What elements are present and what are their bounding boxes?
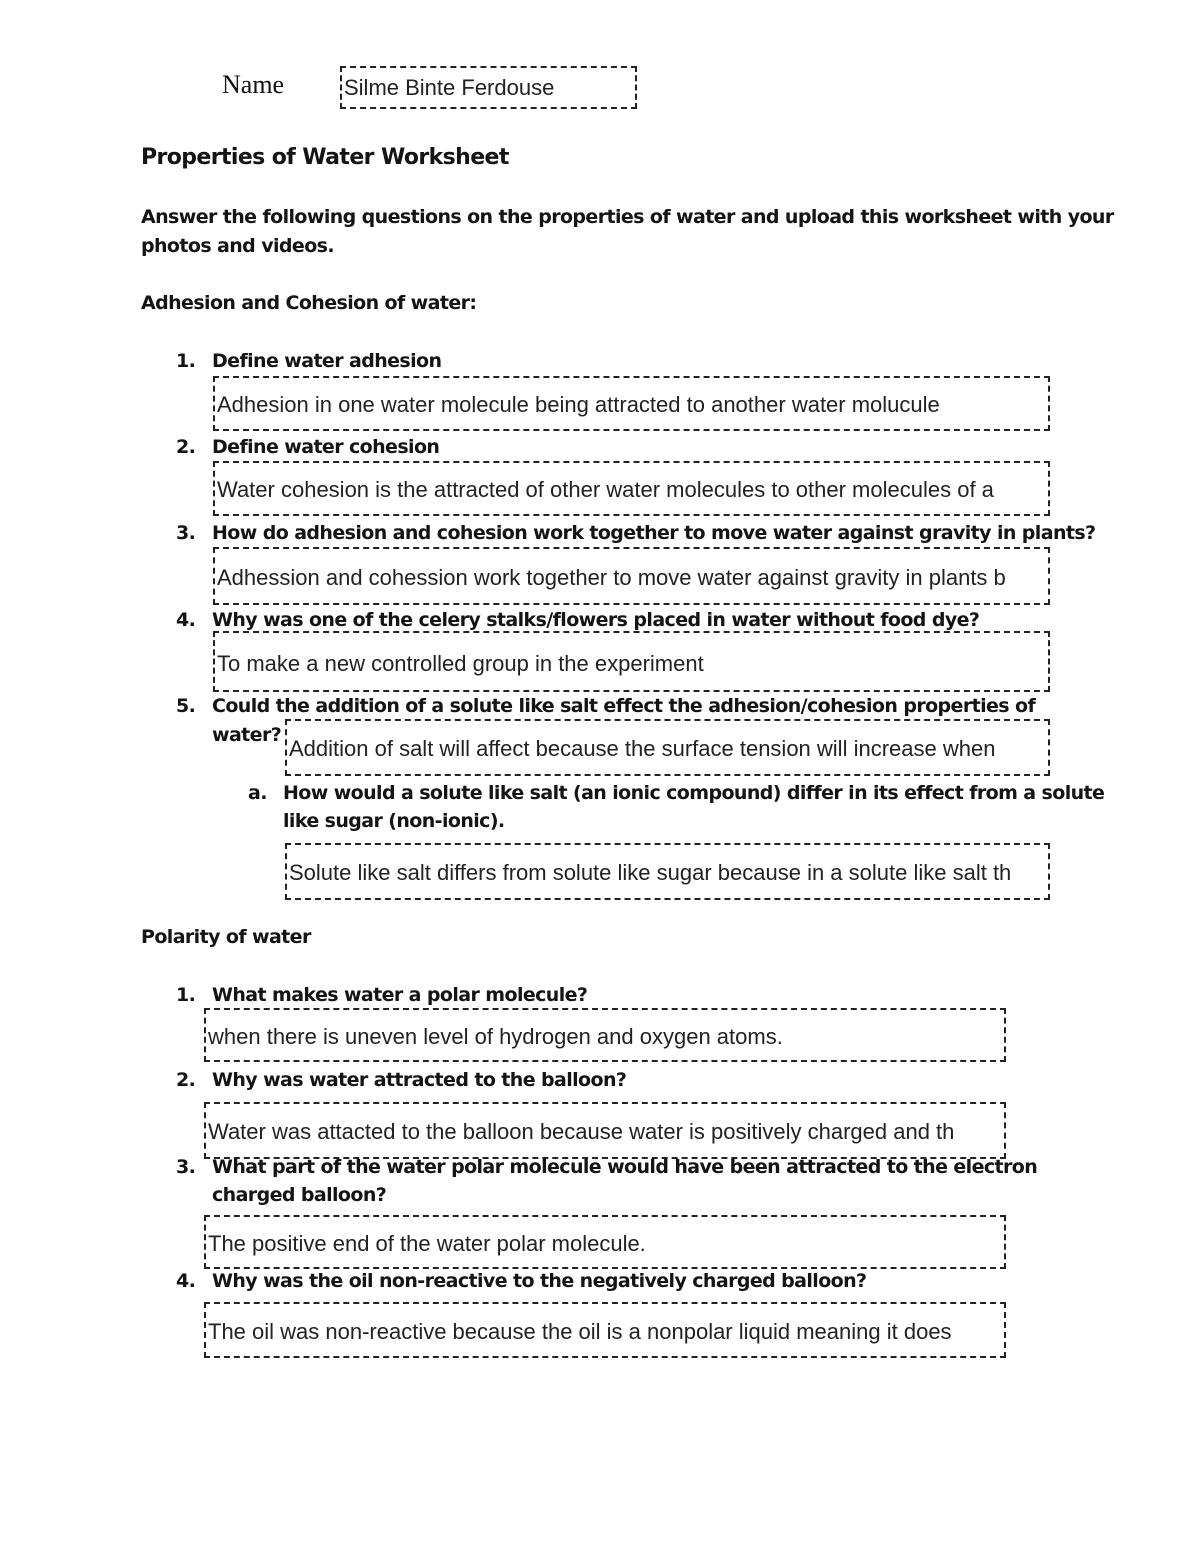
answer-field-control[interactable]: To make a new controlled group in the experiment bbox=[213, 631, 1050, 692]
answer-field-plants[interactable]: Adhession and cohession work together to move water against gravity in plants b bbox=[213, 547, 1050, 605]
question-number: 2. bbox=[176, 436, 196, 458]
question-number: 3. bbox=[176, 522, 196, 544]
subquestion-label: a. bbox=[248, 782, 267, 804]
answer-field-cohesion[interactable]: Water cohesion is the attracted of other water molecules to other molecules of a bbox=[213, 461, 1050, 516]
question-text: What makes water a polar molecule? bbox=[212, 984, 588, 1006]
question-text: How do adhesion and cohesion work together to move water against gravity in plants? bbox=[212, 522, 1096, 544]
answer-field-adhesion[interactable]: Adhesion in one water molecule being attracted to another water molucule bbox=[213, 376, 1050, 431]
question-text-continued: charged balloon? bbox=[212, 1184, 387, 1206]
answer-field-salt-vs-sugar[interactable]: Solute like salt differs from solute like sugar because in a solute like salt th bbox=[285, 843, 1050, 900]
name-field[interactable]: Silme Binte Ferdouse bbox=[340, 66, 637, 109]
subquestion-text-continued: like sugar (non-ionic). bbox=[283, 810, 505, 832]
question-text: Define water cohesion bbox=[212, 436, 440, 458]
instructions-line-1: Answer the following questions on the properties of water and upload this worksheet with your bbox=[141, 206, 1114, 228]
answer-field-polar-end[interactable]: The positive end of the water polar molecule. bbox=[204, 1215, 1006, 1269]
section-heading-adhesion-cohesion: Adhesion and Cohesion of water: bbox=[141, 292, 477, 314]
question-text: Why was the oil non-reactive to the negatively charged balloon? bbox=[212, 1270, 867, 1292]
question-number: 3. bbox=[176, 1156, 196, 1178]
answer-field-oil[interactable]: The oil was non-reactive because the oil is a nonpolar liquid meaning it does bbox=[204, 1302, 1006, 1358]
answer-field-salt[interactable]: Addition of salt will affect because the surface tension will increase when bbox=[285, 719, 1050, 776]
page-title: Properties of Water Worksheet bbox=[141, 145, 509, 170]
question-text: What part of the water polar molecule would have been attracted to the electron bbox=[212, 1156, 1038, 1178]
question-number: 1. bbox=[176, 350, 196, 372]
answer-field-polar-molecule[interactable]: when there is uneven level of hydrogen and oxygen atoms. bbox=[204, 1008, 1006, 1062]
question-text: Why was water attracted to the balloon? bbox=[212, 1069, 627, 1091]
question-text: Could the addition of a solute like salt effect the adhesion/cohesion properties of bbox=[212, 695, 1036, 717]
question-number: 4. bbox=[176, 1270, 196, 1292]
instructions-line-2: photos and videos. bbox=[141, 235, 334, 257]
question-number: 5. bbox=[176, 695, 196, 717]
question-number: 1. bbox=[176, 984, 196, 1006]
section-heading-polarity: Polarity of water bbox=[141, 926, 311, 948]
question-text: Define water adhesion bbox=[212, 350, 442, 372]
question-number: 4. bbox=[176, 609, 196, 631]
question-text-continued: water? bbox=[212, 724, 282, 746]
answer-field-balloon[interactable]: Water was attacted to the balloon because water is positively charged and th bbox=[204, 1102, 1006, 1159]
subquestion-text: How would a solute like salt (an ionic compound) differ in its effect from a solute bbox=[283, 782, 1105, 804]
question-number: 2. bbox=[176, 1069, 196, 1091]
question-text: Why was one of the celery stalks/flowers placed in water without food dye? bbox=[212, 609, 980, 631]
name-label: Name bbox=[222, 70, 285, 99]
